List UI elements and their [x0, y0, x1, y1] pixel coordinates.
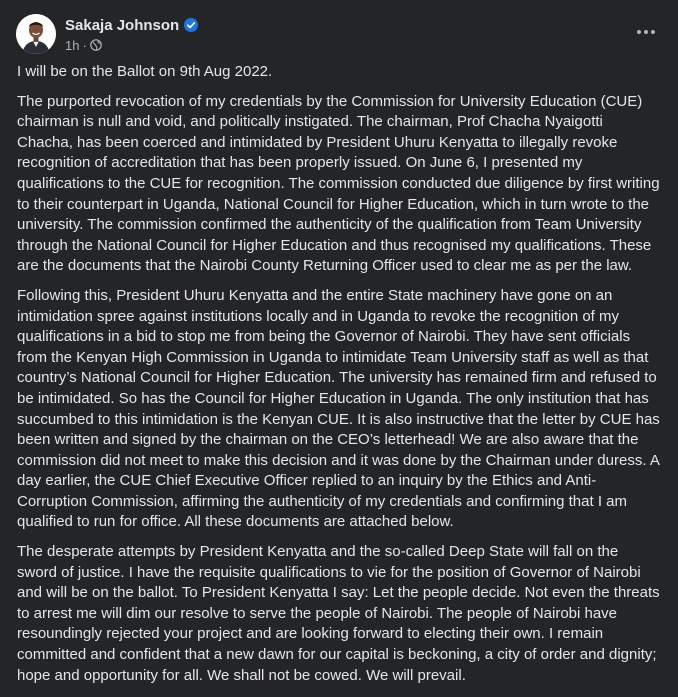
- post-time-row: [65, 37, 198, 53]
- avatar-photo: [16, 14, 56, 54]
- post-paragraph: Following this, President Uhuru Kenyatta and the entire State machinery have gone on an intimidation spree against institutions locally and in Uganda to revoke the recognition of my qualifications in a bid to stop me from being the Governor of Nairobi. They have sent officials from the Kenyan High Commission in Uganda to intimidate Team University staff as well as that country’s National Council for Higher Education. The university has remained firm and refused to be intimidated. So has the Council for Higher Education in Uganda. The only institution that has succumbed to this intimidation is the Kenyan CUE. It is also instructive that the letter by CUE has been written and signed by the chairman on the CEO’s letterhead! We are also aware that the commission did not meet to make this decision and it was done by the Chairman under duress. A day earlier, the CUE Chief Executive Officer replied to an inquiry by the Ethics and Anti-Corruption Commission, affirming the authenticity of my credentials and confirming that I am qualified to run for office. All these documents are attached below.: [17, 286, 660, 531]
- more-options-button[interactable]: [628, 14, 664, 50]
- post-meta: [65, 15, 198, 53]
- author-row: [65, 15, 198, 35]
- post-paragraph: The purported revocation of my credentials by the Commission for University Education (CUE) chairman is null and void, and politically instigated. The chairman, Prof Chacha Nyaigotti Chacha, has been coerced and intimidated by President Uhuru Kenyatta to illegally revoke recognition of accreditation that has been properly issued. On June 6, I presented my qualifications to the CUE for recognition. The commission conducted due diligence by first writing to their counterpart in Uganda, National Council for Higher Education, which in turn wrote to the university. The commission confirmed the authenticity of the qualification from Team University through the National Council for Higher Education and thus recognised my qualifications. These are the documents that the Nairobi County Returning Officer used to clear me as per the law.: [17, 92, 660, 275]
- author-name[interactable]: Sakaja Johnson: [65, 16, 180, 34]
- verified-badge-icon: [184, 18, 198, 32]
- post-paragraph: The desperate attempts by President Kenyatta and the so-called Deep State will fall on the sword of justice. I have the requisite qualifications to vie for the position of Governor of Nairobi and will be on the ballot. To President Kenyatta I say: Let the people decide. Not even the threats to arrest me will dim our resolve to serve the people of Nairobi. The people of Nairobi have resoundingly rejected your project and are looking forward to electing their own. I remain committed and confident that a new dawn for our capital is beckoning, a city of order and dignity; hope and opportunity for all. We shall not be cowed. We will prevail.: [17, 543, 660, 684]
- post-paragraph: I will be on the Ballot on 9th Aug 2022.: [17, 63, 273, 80]
- avatar[interactable]: [16, 14, 56, 54]
- more-horizontal-icon: [637, 30, 655, 34]
- post-timestamp[interactable]: 1h: [65, 37, 80, 53]
- globe-icon[interactable]: [90, 39, 102, 51]
- post-header: [16, 12, 198, 56]
- post-body: [17, 62, 662, 695]
- separator-dot: ·: [82, 37, 87, 53]
